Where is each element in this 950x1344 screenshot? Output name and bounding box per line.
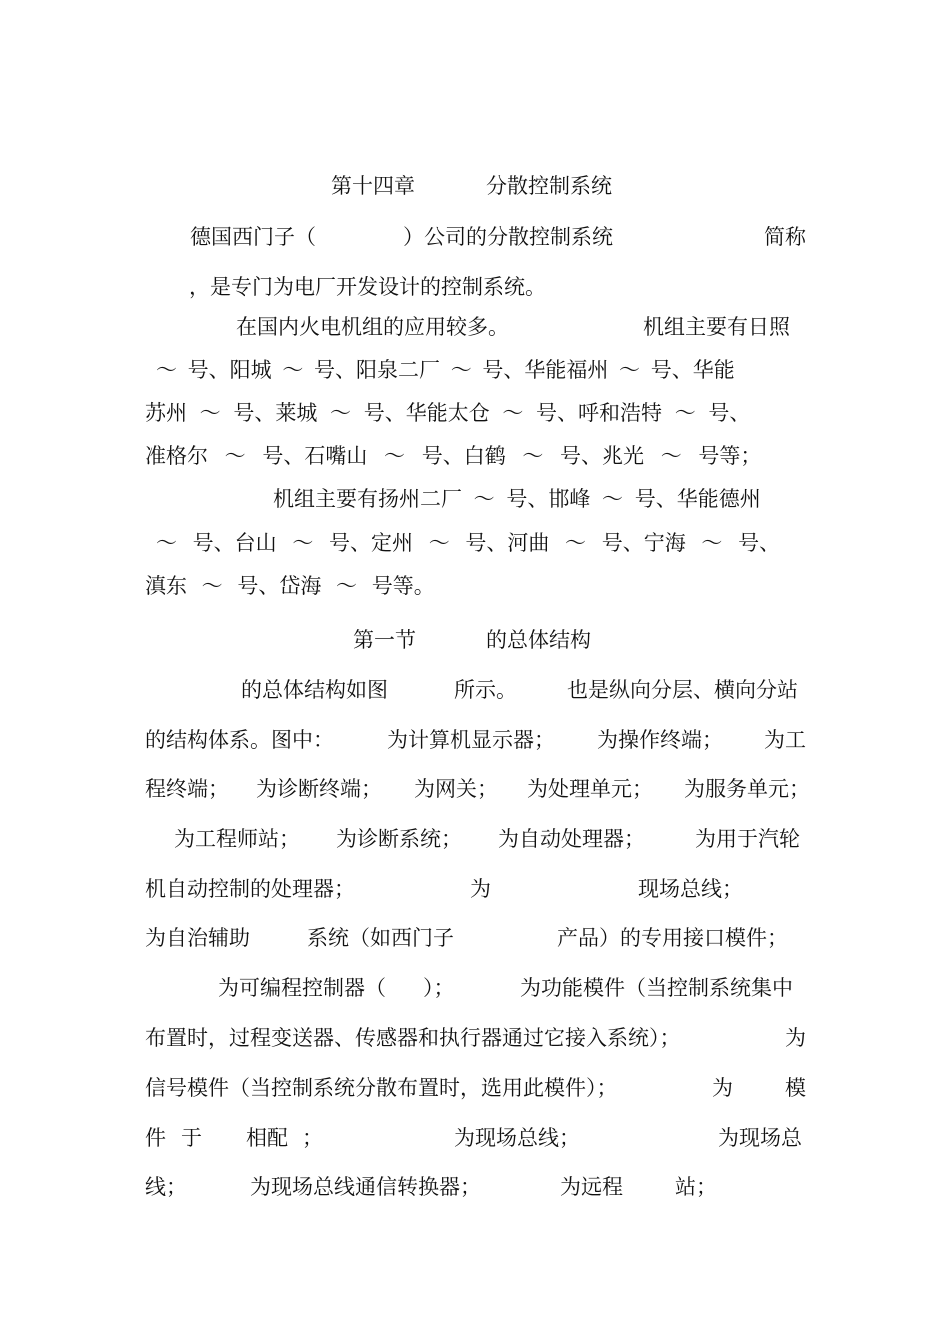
text-line: 为 [785, 1026, 806, 1050]
text-line: 准格尔 ～ 号、石嘴山 ～ 号、白鹤 ～ 号、兆光 ～ 号等； [145, 444, 762, 468]
text-line: 为工 [764, 728, 806, 752]
text-line: 信号模件（当控制系统分散布置时，选用此模件）； [145, 1076, 618, 1100]
text-line: 产品）的专用接口模件； [557, 926, 788, 950]
text-line: 苏州 ～ 号、莱城 ～ 号、华能太仓 ～ 号、呼和浩特 ～ 号、 [145, 401, 751, 425]
text-line: 站； [675, 1175, 717, 1199]
text-line: 为自动处理器； [498, 827, 645, 851]
text-line: 为服务单元； [684, 777, 810, 801]
text-line: 机自动控制的处理器； [145, 877, 355, 901]
text-line: 机组主要有扬州二厂 ～ 号、邯峰 ～ 号、华能德州 [273, 487, 761, 511]
chapter-title-number: 第十四章 [331, 174, 415, 198]
text-line: 系统（如西门子 [307, 926, 454, 950]
text-line: ）； [423, 976, 455, 1000]
text-line: 布置时，过程变送器、传感器和执行器通过它接入系统）； [145, 1026, 681, 1050]
text-line: 为远程 [560, 1175, 623, 1199]
text-line: 为计算机显示器； [387, 728, 555, 752]
text-line: 为现场总线通信转换器； [250, 1175, 481, 1199]
chapter-title-text: 分散控制系统 [486, 174, 612, 198]
text-line: 为现场总线； [454, 1126, 580, 1150]
text-line: 现场总线； [638, 877, 743, 901]
text-line: 所示。 [454, 678, 517, 702]
text-line: 为自治辅助 [145, 926, 250, 950]
section-title-number: 第一节 [353, 628, 416, 652]
text-line: 德国西门子（ [190, 225, 316, 249]
section-title-text: 的总体结构 [486, 628, 591, 652]
text-line: 也是纵向分层、横向分站 [567, 678, 798, 702]
text-line: 为可编程控制器（ [218, 976, 386, 1000]
text-line: 件 [145, 1126, 166, 1150]
text-line: 为 [712, 1076, 733, 1100]
text-line: 为功能模件（当控制系统集中 [520, 976, 793, 1000]
text-line: 为网关； [414, 777, 498, 801]
text-line: ～ 号、阳城 ～ 号、阳泉二厂 ～ 号、华能福州 ～ 号、华能 [156, 358, 735, 382]
text-line: ，是专门为电厂开发设计的控制系统。 [189, 275, 546, 299]
text-line: 为用于汽轮 [695, 827, 800, 851]
text-line: 滇东 ～ 号、岱海 ～ 号等。 [145, 574, 435, 598]
text-line: 机组主要有日照 [643, 315, 790, 339]
text-line: ）公司的分散控制系统 [403, 225, 613, 249]
text-line: 线； [145, 1175, 187, 1199]
text-line: 相配 [246, 1126, 288, 1150]
text-line: 为 [470, 877, 491, 901]
text-line: 为处理单元； [527, 777, 653, 801]
text-line: ～ 号、台山 ～ 号、定州 ～ 号、河曲 ～ 号、宁海 ～ 号、 [156, 531, 781, 555]
text-line: 为工程师站； [174, 827, 300, 851]
text-line: 的总体结构如图 [241, 678, 388, 702]
text-line: 于 [181, 1126, 202, 1150]
text-line: 模 [785, 1076, 806, 1100]
text-line: 程终端； [145, 777, 229, 801]
text-line: 为诊断终端； [256, 777, 382, 801]
text-line: 的结构体系。图中： [145, 728, 334, 752]
text-line: ； [302, 1126, 323, 1150]
text-line: 在国内火电机组的应用较多。 [236, 315, 509, 339]
text-line: 为现场总 [718, 1126, 802, 1150]
text-line: 简称 [764, 225, 806, 249]
text-line: 为操作终端； [597, 728, 723, 752]
text-line: 为诊断系统； [336, 827, 462, 851]
